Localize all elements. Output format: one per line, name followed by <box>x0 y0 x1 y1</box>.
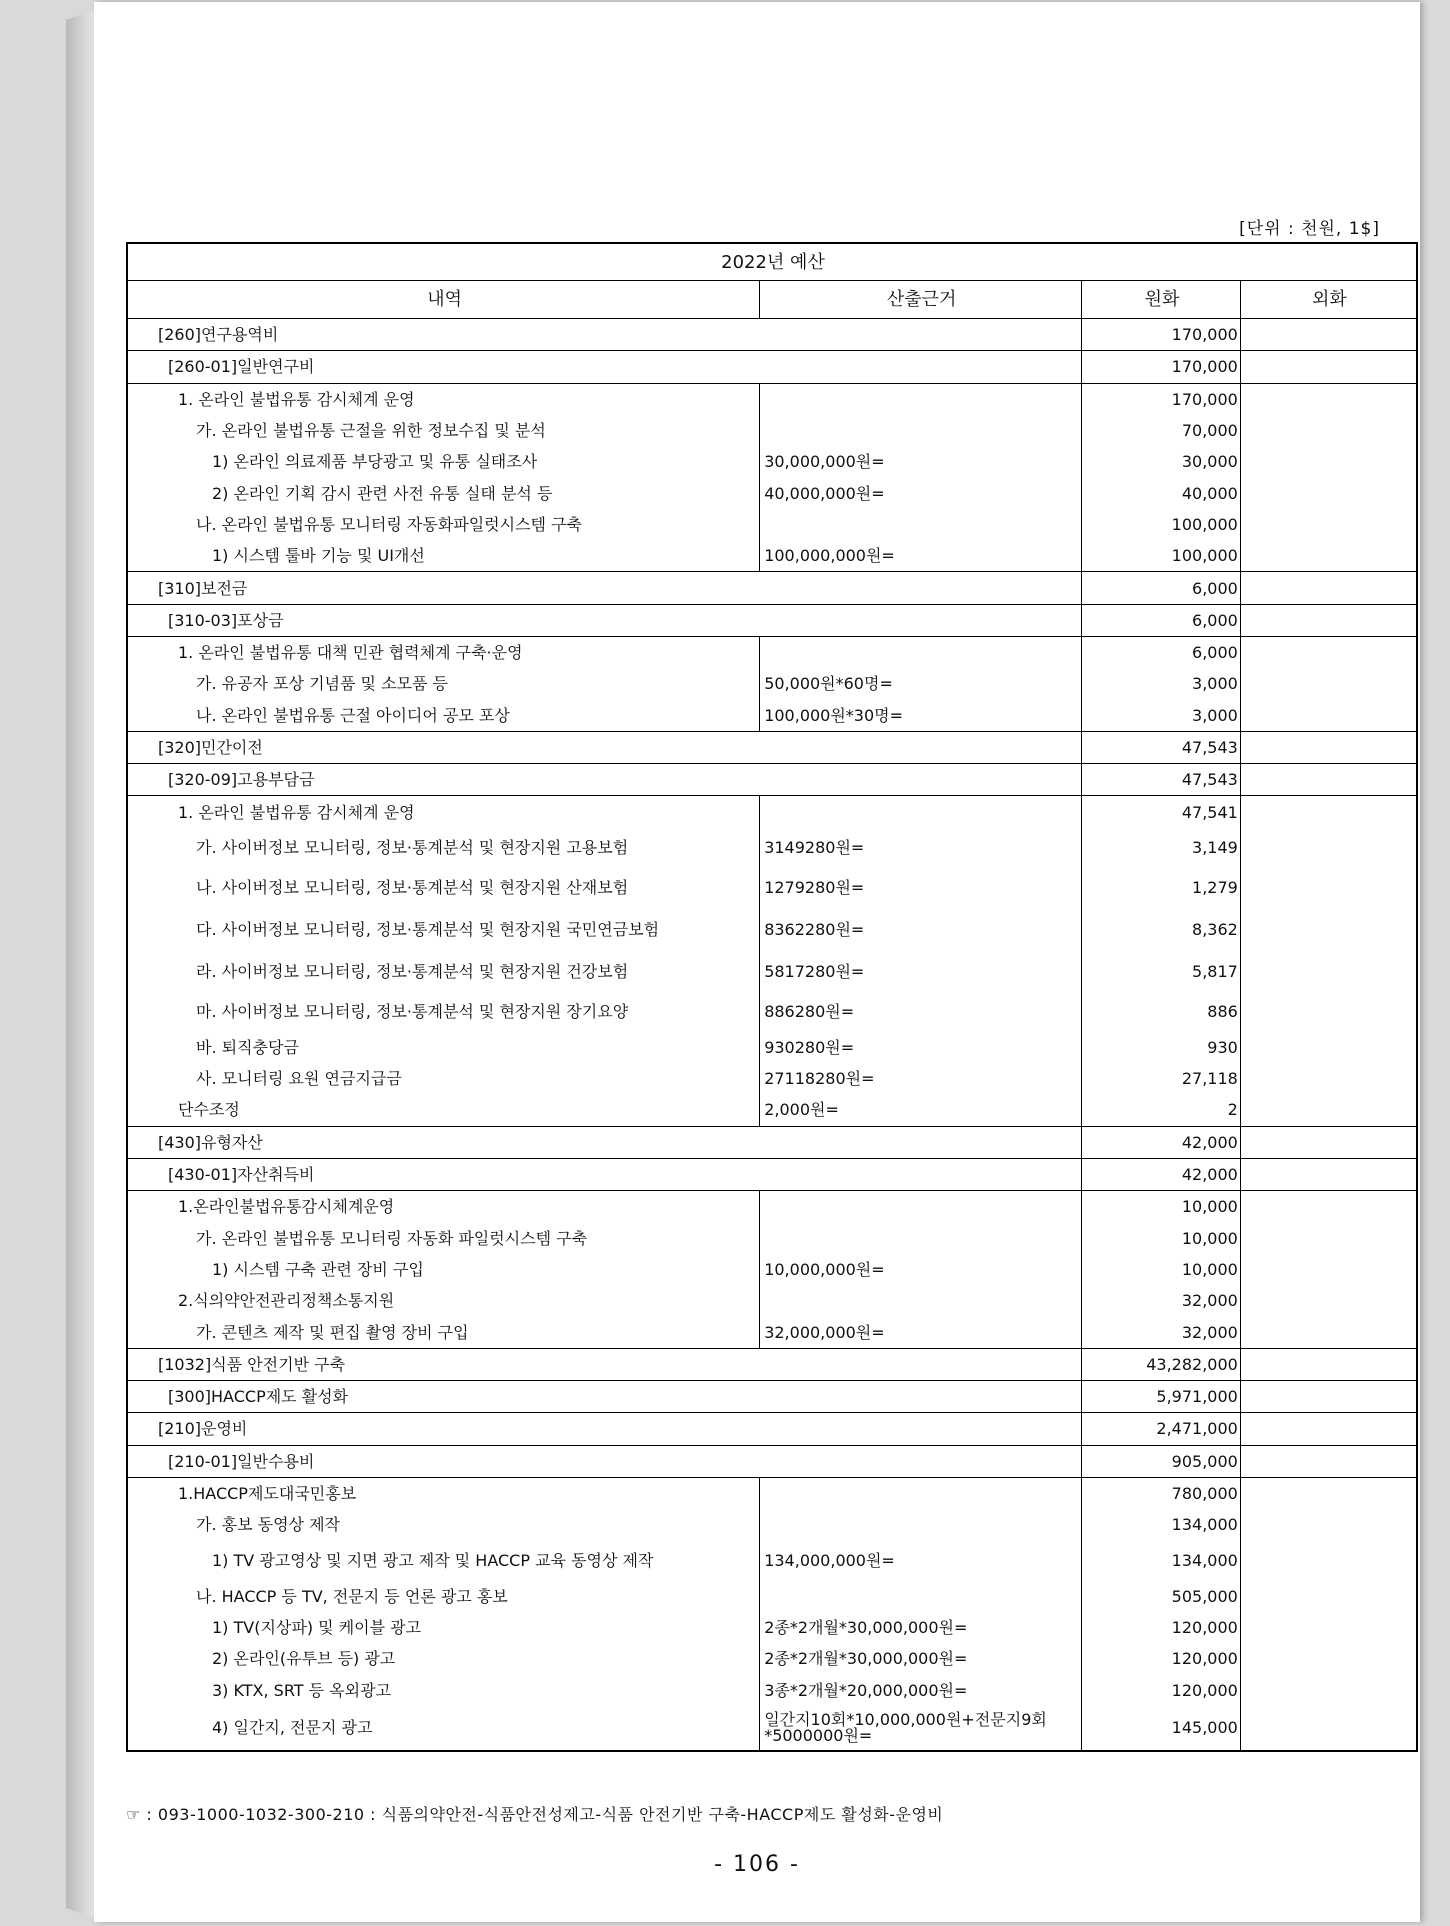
row-basis: 8362280원= <box>760 908 1082 952</box>
row-item: 1) TV 광고영상 및 지면 광고 제작 및 HACCP 교육 동영상 제작 <box>127 1541 760 1581</box>
row-basis: 30,000,000원= <box>760 446 1082 477</box>
row-item: 가. 유공자 포상 기념품 및 소모품 등 <box>127 668 760 699</box>
row-basis <box>760 1191 1082 1223</box>
row-foreign <box>1240 1094 1417 1126</box>
table-row <box>127 1674 1417 1705</box>
row-basis: 2종*2개월*30,000,000원= <box>760 1612 1082 1643</box>
row-krw: 2 <box>1082 1094 1241 1126</box>
table-row <box>127 731 1417 763</box>
row-foreign <box>1240 509 1417 540</box>
row-foreign <box>1240 1285 1417 1316</box>
row-krw: 100,000 <box>1082 509 1241 540</box>
row-krw: 10,000 <box>1082 1191 1241 1223</box>
row-foreign <box>1240 572 1417 604</box>
row-foreign <box>1240 1541 1417 1581</box>
row-foreign <box>1240 1158 1417 1190</box>
table-row <box>127 764 1417 796</box>
table-row <box>127 1581 1417 1612</box>
row-foreign <box>1240 1381 1417 1413</box>
row-foreign <box>1240 1413 1417 1445</box>
row-item: 2) 온라인(유투브 등) 광고 <box>127 1643 760 1674</box>
row-item: 1. 온라인 불법유통 감시체계 운영 <box>127 796 760 828</box>
row-krw: 134,000 <box>1082 1509 1241 1540</box>
row-foreign <box>1240 1445 1417 1477</box>
row-basis: 886280원= <box>760 992 1082 1032</box>
row-krw: 5,817 <box>1082 952 1241 992</box>
row-krw: 6,000 <box>1082 572 1241 604</box>
table-row <box>127 636 1417 668</box>
table-row <box>127 1254 1417 1285</box>
row-item: 라. 사이버정보 모니터링, 정보·통계분석 및 현장지원 건강보험 <box>127 952 760 992</box>
page-number: - 106 - <box>714 1852 800 1877</box>
row-basis <box>760 1581 1082 1612</box>
row-foreign <box>1240 992 1417 1032</box>
row-item: 1) TV(지상파) 및 케이블 광고 <box>127 1612 760 1643</box>
row-basis: 10,000,000원= <box>760 1254 1082 1285</box>
row-item: [300]HACCP제도 활성화 <box>127 1381 1082 1413</box>
row-basis: 32,000,000원= <box>760 1316 1082 1348</box>
row-foreign <box>1240 868 1417 908</box>
row-basis <box>760 1223 1082 1254</box>
row-foreign <box>1240 764 1417 796</box>
table-row <box>127 1706 1417 1751</box>
row-krw: 43,282,000 <box>1082 1348 1241 1380</box>
row-item: 사. 모니터링 요원 연금지급금 <box>127 1063 760 1094</box>
row-foreign <box>1240 668 1417 699</box>
row-item: 가. 콘텐츠 제작 및 편집 촬영 장비 구입 <box>127 1316 760 1348</box>
row-item: 4) 일간지, 전문지 광고 <box>127 1706 760 1751</box>
table-row <box>127 540 1417 572</box>
row-item: [1032]식품 안전기반 구축 <box>127 1348 1082 1380</box>
row-krw: 3,000 <box>1082 700 1241 732</box>
table-row <box>127 1413 1417 1445</box>
table-row <box>127 1381 1417 1413</box>
row-basis: 100,000원*30명= <box>760 700 1082 732</box>
row-krw: 10,000 <box>1082 1254 1241 1285</box>
row-item: 가. 사이버정보 모니터링, 정보·통계분석 및 현장지원 고용보험 <box>127 828 760 868</box>
row-basis <box>760 509 1082 540</box>
table-row <box>127 1348 1417 1380</box>
table-row <box>127 1612 1417 1643</box>
row-item: 1.HACCP제도대국민홍보 <box>127 1477 760 1509</box>
table-row <box>127 1223 1417 1254</box>
row-foreign <box>1240 1126 1417 1158</box>
row-krw: 6,000 <box>1082 604 1241 636</box>
row-krw: 120,000 <box>1082 1643 1241 1674</box>
row-basis: 3종*2개월*20,000,000원= <box>760 1674 1082 1705</box>
row-krw: 47,543 <box>1082 764 1241 796</box>
row-krw: 42,000 <box>1082 1126 1241 1158</box>
table-row <box>127 1063 1417 1094</box>
row-item: 다. 사이버정보 모니터링, 정보·통계분석 및 현장지원 국민연금보험 <box>127 908 760 952</box>
row-krw: 47,541 <box>1082 796 1241 828</box>
budget-table <box>126 242 1418 1752</box>
row-item: 1.온라인불법유통감시체계운영 <box>127 1191 760 1223</box>
row-item: 1. 온라인 불법유통 대책 민관 협력체계 구축·운영 <box>127 636 760 668</box>
table-row <box>127 509 1417 540</box>
row-krw: 30,000 <box>1082 446 1241 477</box>
row-item: 가. 온라인 불법유통 근절을 위한 정보수집 및 분석 <box>127 415 760 446</box>
row-item: [310-03]포상금 <box>127 604 1082 636</box>
row-foreign <box>1240 828 1417 868</box>
table-row <box>127 1541 1417 1581</box>
row-basis: 2,000원= <box>760 1094 1082 1126</box>
row-item: 나. HACCP 등 TV, 전문지 등 언론 광고 홍보 <box>127 1581 760 1612</box>
row-krw: 10,000 <box>1082 1223 1241 1254</box>
row-krw: 170,000 <box>1082 351 1241 383</box>
row-foreign <box>1240 700 1417 732</box>
row-foreign <box>1240 731 1417 763</box>
row-basis: 100,000,000원= <box>760 540 1082 572</box>
row-krw: 6,000 <box>1082 636 1241 668</box>
row-foreign <box>1240 1348 1417 1380</box>
header-basis: 산출근거 <box>760 281 1082 319</box>
table-row <box>127 351 1417 383</box>
row-krw: 5,971,000 <box>1082 1381 1241 1413</box>
row-basis: 3149280원= <box>760 828 1082 868</box>
row-foreign <box>1240 604 1417 636</box>
table-row <box>127 828 1417 868</box>
row-foreign <box>1240 636 1417 668</box>
row-basis: 1279280원= <box>760 868 1082 908</box>
table-row <box>127 1509 1417 1540</box>
row-foreign <box>1240 540 1417 572</box>
table-title: 2022년 예산 <box>127 243 1417 281</box>
row-foreign <box>1240 319 1417 351</box>
row-item: [320-09]고용부담금 <box>127 764 1082 796</box>
table-row <box>127 868 1417 908</box>
row-krw: 8,362 <box>1082 908 1241 952</box>
unit-note: [단위 : 천원, 1$] <box>1239 219 1380 239</box>
row-basis: 134,000,000원= <box>760 1541 1082 1581</box>
row-item: 나. 온라인 불법유통 근절 아이디어 공모 포상 <box>127 700 760 732</box>
row-foreign <box>1240 952 1417 992</box>
row-krw: 42,000 <box>1082 1158 1241 1190</box>
row-item: [260]연구용역비 <box>127 319 1082 351</box>
table-row <box>127 572 1417 604</box>
row-foreign <box>1240 1674 1417 1705</box>
row-krw: 27,118 <box>1082 1063 1241 1094</box>
row-krw: 886 <box>1082 992 1241 1032</box>
row-item: 1) 시스템 툴바 기능 및 UI개선 <box>127 540 760 572</box>
row-item: [210]운영비 <box>127 1413 1082 1445</box>
row-item: 1. 온라인 불법유통 감시체계 운영 <box>127 383 760 415</box>
row-krw: 2,471,000 <box>1082 1413 1241 1445</box>
row-foreign <box>1240 1477 1417 1509</box>
row-krw: 3,149 <box>1082 828 1241 868</box>
table-row <box>127 319 1417 351</box>
table-row <box>127 1191 1417 1223</box>
row-basis <box>760 1285 1082 1316</box>
row-krw: 505,000 <box>1082 1581 1241 1612</box>
row-krw: 47,543 <box>1082 731 1241 763</box>
row-item: 가. 온라인 불법유통 모니터링 자동화 파일럿시스템 구축 <box>127 1223 760 1254</box>
table-row <box>127 668 1417 699</box>
table-row <box>127 952 1417 992</box>
row-basis <box>760 1477 1082 1509</box>
row-item: [310]보전금 <box>127 572 1082 604</box>
row-krw: 145,000 <box>1082 1706 1241 1751</box>
document-page <box>94 2 1420 1922</box>
table-row <box>127 1316 1417 1348</box>
row-krw: 134,000 <box>1082 1541 1241 1581</box>
table-row <box>127 383 1417 415</box>
table-row <box>127 477 1417 508</box>
table-body <box>127 319 1417 1751</box>
row-item: 바. 퇴직충당금 <box>127 1032 760 1063</box>
row-krw: 930 <box>1082 1032 1241 1063</box>
row-krw: 40,000 <box>1082 477 1241 508</box>
table-row <box>127 446 1417 477</box>
table-row <box>127 1445 1417 1477</box>
row-foreign <box>1240 1316 1417 1348</box>
row-basis: 50,000원*60명= <box>760 668 1082 699</box>
row-foreign <box>1240 796 1417 828</box>
row-basis <box>760 383 1082 415</box>
table-row <box>127 1158 1417 1190</box>
row-basis <box>760 796 1082 828</box>
table-row <box>127 1094 1417 1126</box>
row-foreign <box>1240 1643 1417 1674</box>
row-foreign <box>1240 1581 1417 1612</box>
row-basis: 40,000,000원= <box>760 477 1082 508</box>
row-item: 3) KTX, SRT 등 옥외광고 <box>127 1674 760 1705</box>
table-row <box>127 1477 1417 1509</box>
row-foreign <box>1240 383 1417 415</box>
header-foreign: 외화 <box>1240 281 1417 319</box>
row-item: 1) 시스템 구축 관련 장비 구입 <box>127 1254 760 1285</box>
row-basis: 5817280원= <box>760 952 1082 992</box>
row-foreign <box>1240 1032 1417 1063</box>
row-item: 나. 온라인 불법유통 모니터링 자동화파일럿시스템 구축 <box>127 509 760 540</box>
header-krw: 원화 <box>1082 281 1241 319</box>
header-item: 내역 <box>127 281 760 319</box>
row-foreign <box>1240 1612 1417 1643</box>
row-krw: 32,000 <box>1082 1285 1241 1316</box>
row-basis: 27118280원= <box>760 1063 1082 1094</box>
table-row <box>127 1643 1417 1674</box>
row-item: 단수조정 <box>127 1094 760 1126</box>
row-basis: 일간지10회*10,000,000원+전문지9회*5000000원= <box>760 1706 1082 1751</box>
row-item: 2) 온라인 기획 감시 관련 사전 유통 실태 분석 등 <box>127 477 760 508</box>
row-item: 2.식의약안전관리정책소통지원 <box>127 1285 760 1316</box>
row-basis <box>760 1509 1082 1540</box>
row-item: [430-01]자산취득비 <box>127 1158 1082 1190</box>
row-foreign <box>1240 908 1417 952</box>
table-row <box>127 1126 1417 1158</box>
table-row <box>127 415 1417 446</box>
row-item: [210-01]일반수용비 <box>127 1445 1082 1477</box>
row-item: 마. 사이버정보 모니터링, 정보·통계분석 및 현장지원 장기요양 <box>127 992 760 1032</box>
row-foreign <box>1240 1191 1417 1223</box>
row-krw: 170,000 <box>1082 383 1241 415</box>
row-item: [320]민간이전 <box>127 731 1082 763</box>
row-krw: 120,000 <box>1082 1674 1241 1705</box>
row-basis: 2종*2개월*30,000,000원= <box>760 1643 1082 1674</box>
row-krw: 3,000 <box>1082 668 1241 699</box>
row-foreign <box>1240 1254 1417 1285</box>
row-krw: 1,279 <box>1082 868 1241 908</box>
table-row <box>127 1285 1417 1316</box>
row-basis: 930280원= <box>760 1032 1082 1063</box>
table-row <box>127 796 1417 828</box>
table-row <box>127 700 1417 732</box>
row-foreign <box>1240 477 1417 508</box>
table-row <box>127 1032 1417 1063</box>
row-foreign <box>1240 1223 1417 1254</box>
row-foreign <box>1240 1509 1417 1540</box>
row-krw: 905,000 <box>1082 1445 1241 1477</box>
row-item: 나. 사이버정보 모니터링, 정보·통계분석 및 현장지원 산재보험 <box>127 868 760 908</box>
row-krw: 170,000 <box>1082 319 1241 351</box>
row-item: 1) 온라인 의료제품 부당광고 및 유통 실태조사 <box>127 446 760 477</box>
table-row <box>127 992 1417 1032</box>
row-foreign <box>1240 415 1417 446</box>
row-item: 가. 홍보 동영상 제작 <box>127 1509 760 1540</box>
row-foreign <box>1240 1063 1417 1094</box>
row-basis <box>760 415 1082 446</box>
row-krw: 120,000 <box>1082 1612 1241 1643</box>
row-item: [430]유형자산 <box>127 1126 1082 1158</box>
row-foreign <box>1240 1706 1417 1751</box>
row-krw: 70,000 <box>1082 415 1241 446</box>
row-foreign <box>1240 446 1417 477</box>
table-row <box>127 908 1417 952</box>
row-krw: 780,000 <box>1082 1477 1241 1509</box>
row-basis <box>760 636 1082 668</box>
row-item: [260-01]일반연구비 <box>127 351 1082 383</box>
table-row <box>127 604 1417 636</box>
row-krw: 32,000 <box>1082 1316 1241 1348</box>
row-krw: 100,000 <box>1082 540 1241 572</box>
row-foreign <box>1240 351 1417 383</box>
footnote: ☞ : 093-1000-1032-300-210 : 식품의약안전-식품안전성제고-식품 안전기반 구축-HACCP제도 활성화-운영비 <box>126 1805 944 1824</box>
